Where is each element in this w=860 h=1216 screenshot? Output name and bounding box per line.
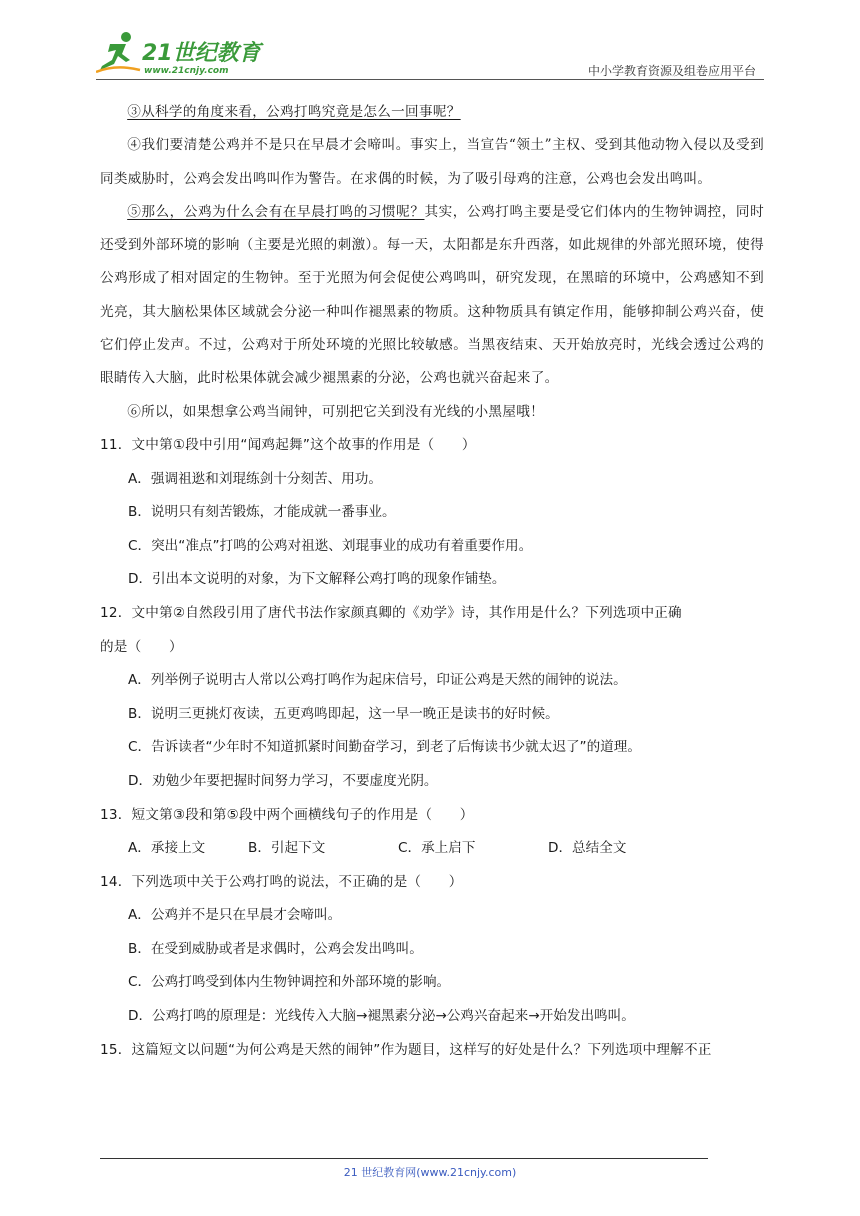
footer-divider — [100, 1158, 708, 1159]
question-14-option-b[interactable]: B．在受到威胁或者是求偶时，公鸡会发出鸣叫。 — [128, 940, 423, 957]
emphasis-char: 正 · — [698, 1042, 712, 1058]
question-12-stem-text: 12．文中第②自然段引用了唐代书法作家颜真卿的《劝学》诗，其作用是什么？下列选项中 — [100, 604, 655, 621]
question-12-option-c[interactable]: C．告诉读者“少年时不知道抓紧时间勤奋学习，到老了后悔读书少就太迟了”的道理。 — [128, 739, 641, 756]
underlined-sentence-3: ③从科学的角度来看，公鸡打鸣究竟是怎么一回事呢？ — [127, 104, 461, 120]
page-footer[interactable]: 21 世纪教育网(www.21cnjy.com) — [343, 1166, 517, 1179]
question-12-stem — [100, 597, 764, 664]
question-13-option-a[interactable]: A．承接上文 — [128, 840, 206, 857]
question-15 — [100, 1034, 764, 1068]
question-13-option-d[interactable]: D．总结全文 — [548, 840, 627, 857]
site-logo — [96, 30, 266, 80]
paragraph-5-rest: 其实，公鸡打鸣主要是受它们体内的生物钟调控，同时还受到外部环境的影响（主要是光照的刺激）。每一天，太阳都是东升西落，如此规律的外部光照环境，使得公鸡形成了相对固定的生物钟。至于光照为何会促使公鸡鸣叫，研究发现，在黑暗的环境中，公鸡感知不到光亮，其大脑松果体区域就会分泌一种叫作褪黑素的物质。这种物质具有镇定作用，能够抑制公鸡兴奋，使它们停止发声。不过，公鸡对于所处环境的光照比较敏感。当黑夜结束、天开始放亮时，光线会透过公鸡的眼睛传入大脑，此时松果体就会减少褪黑素的分泌，公鸡也就兴奋起来了。 — [100, 203, 764, 387]
question-11-stem: 11．文中第①段中引用“闻鸡起舞”这个故事的作用是（ ） — [100, 436, 476, 453]
question-13 — [100, 799, 764, 866]
logo-url: www.21cnjy.com — [144, 66, 229, 76]
question-15-stem-text: 15．这篇短文以问题“为何公鸡是天然的闹钟”作为题目，这样写的好处是什么？下列选项中理解 — [100, 1041, 684, 1058]
question-11-option-d[interactable]: D．引出本文说明的对象，为下文解释公鸡打鸣的现象作铺垫。 — [128, 571, 506, 588]
question-13-stem: 13．短文第③段和第⑤段中两个画横线句子的作用是（ ） — [100, 806, 474, 823]
emphasis-char: 不 · — [684, 1042, 698, 1058]
runner-logo-icon — [96, 30, 142, 74]
header-divider — [96, 79, 764, 80]
passage-paragraph-4: ④我们要清楚公鸡并不是只在早晨才会啼叫。事实上，当宣告“领土”主权、受到其他动物入侵以及受到同类威胁时，公鸡会发出鸣叫作为警告。在求偶的时候，为了吸引母鸡的注意，公鸡也会发出鸣叫。 — [100, 137, 764, 187]
question-15-stem — [100, 1034, 764, 1068]
question-14-option-d[interactable]: D．公鸡打鸣的原理是：光线传入大脑→褪黑素分泌→公鸡兴奋起来→开始发出鸣叫。 — [128, 1008, 635, 1025]
document-body — [100, 96, 764, 1067]
question-14-option-a[interactable]: A．公鸡并不是只在早晨才会啼叫。 — [128, 907, 342, 924]
question-14-stem: 14．下列选项中关于公鸡打鸣的说法，不正确的是（ ） — [100, 873, 463, 890]
logo-text: 21世纪教育 — [142, 41, 261, 66]
question-11 — [100, 429, 764, 597]
question-11-option-c[interactable]: C．突出“准点”打鸣的公鸡对祖逖、刘琨事业的成功有着重要作用。 — [128, 537, 533, 554]
platform-name: 中小学教育资源及组卷应用平台 — [587, 64, 756, 78]
question-11-option-a[interactable]: A．强调祖逖和刘琨练剑十分刻苦、用功。 — [128, 470, 382, 487]
question-13-options — [100, 832, 764, 866]
question-14 — [100, 866, 764, 1034]
emphasis-char: 正 · — [654, 605, 668, 621]
question-12-option-b[interactable]: B．说明三更挑灯夜读，五更鸡鸣即起，这一早一晚正是读书的好时候。 — [128, 705, 559, 722]
emphasis-char: 确 · — [668, 605, 682, 621]
question-12-option-a[interactable]: A．列举例子说明古人常以公鸡打鸣作为起床信号，印证公鸡是天然的闹钟的说法。 — [128, 672, 627, 689]
passage-paragraph-6: ⑥所以，如果想拿公鸡当闹钟，可别把它关到没有光线的小黑屋哦！ — [127, 403, 544, 420]
page-header — [0, 0, 860, 82]
underlined-sentence-5: ⑤那么，公鸡为什么会有在早晨打鸣的习惯呢？ — [127, 203, 425, 220]
passage-paragraph-5 — [100, 196, 764, 396]
question-13-option-b[interactable]: B．引起下文 — [248, 840, 326, 857]
question-14-option-c[interactable]: C．公鸡打鸣受到体内生物钟调控和外部环境的影响。 — [128, 974, 451, 991]
question-12 — [100, 597, 764, 799]
question-12-stem-end: 的是（ ） — [100, 638, 183, 655]
question-12-option-d[interactable]: D．劝勉少年要把握时间努力学习，不要虚度光阴。 — [128, 772, 438, 789]
question-13-option-c[interactable]: C．承上启下 — [398, 840, 476, 857]
question-11-option-b[interactable]: B．说明只有刻苦锻炼，才能成就一番事业。 — [128, 504, 396, 521]
passage-paragraph-3 — [100, 96, 764, 129]
